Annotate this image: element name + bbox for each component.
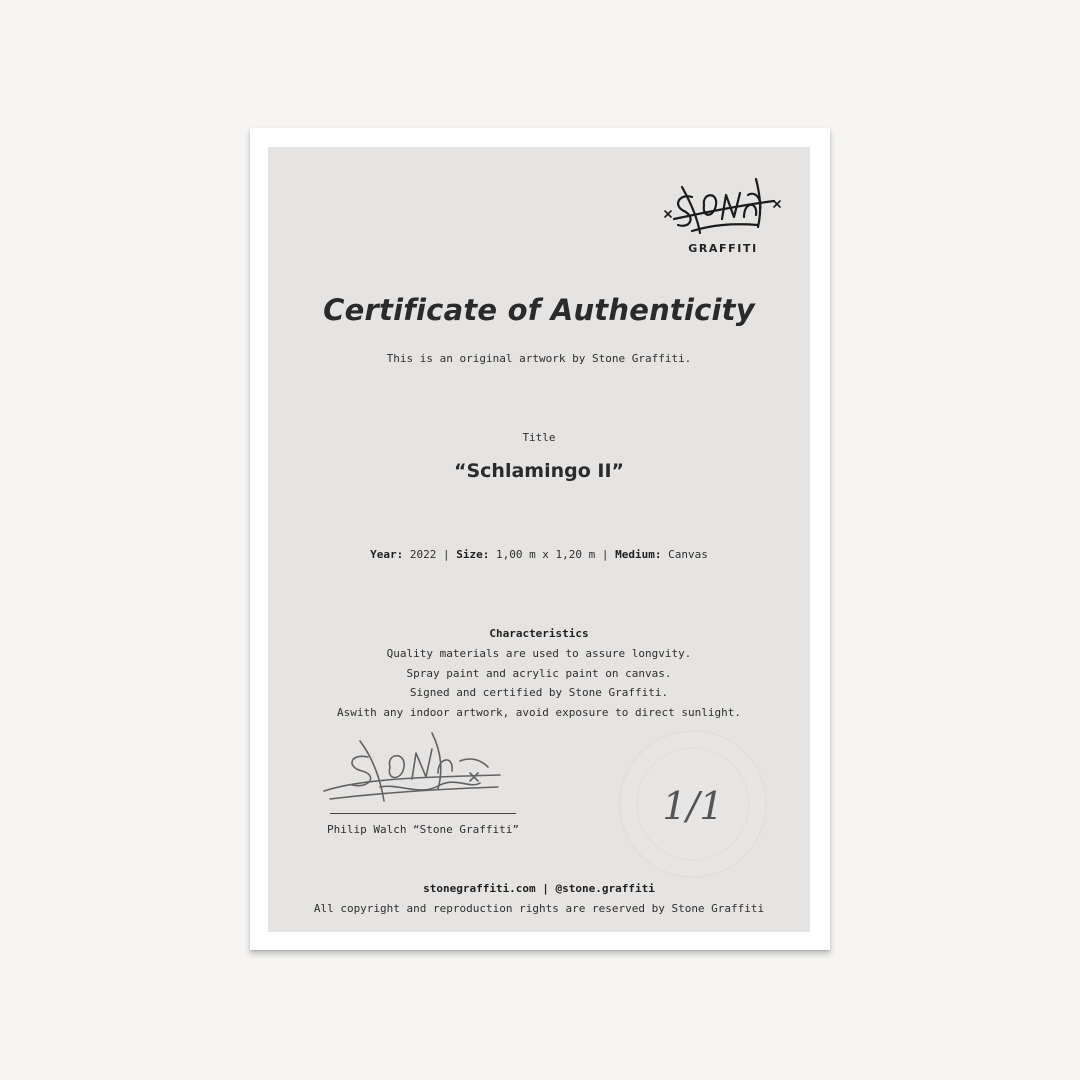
characteristics-line: Spray paint and acrylic paint on canvas. xyxy=(406,667,672,680)
details-separator: | xyxy=(442,548,450,561)
title-label: Title xyxy=(522,431,556,444)
certificate-heading: Certificate of Authenticity xyxy=(323,293,755,327)
signatory-name: Philip Walch “Stone Graffiti” xyxy=(326,823,520,836)
logo-tag-icon xyxy=(662,175,786,245)
size-label: Size: xyxy=(456,548,490,561)
certificate-paper xyxy=(250,128,830,950)
details-separator: | xyxy=(601,548,609,561)
footer-rights: All copyright and reproduction rights are reserved by Stone Graffiti xyxy=(313,902,765,915)
footer-links: stonegraffiti.com | @stone.graffiti xyxy=(423,882,655,895)
stone-graffiti-logo xyxy=(662,175,786,259)
intro-text: This is an original artwork by Stone Graffiti. xyxy=(386,352,692,365)
characteristics-line: Quality materials are used to assure longvity. xyxy=(386,647,692,660)
edition-stamp xyxy=(616,727,771,882)
signature-line xyxy=(330,813,516,814)
year-label: Year: xyxy=(370,548,404,561)
year-value: 2022 xyxy=(409,548,437,561)
artist-signature-icon xyxy=(320,727,520,817)
size-value: 1,00 m x 1,20 m xyxy=(495,548,596,561)
medium-label: Medium: xyxy=(615,548,662,561)
characteristics-heading: Characteristics xyxy=(489,627,589,640)
certificate-panel xyxy=(268,147,810,932)
artwork-details xyxy=(268,548,810,561)
characteristics-line: Aswith any indoor artwork, avoid exposure to direct sunlight. xyxy=(337,706,741,719)
artwork-title: “Schlamingo II” xyxy=(453,460,625,482)
medium-value: Canvas xyxy=(668,548,708,561)
edition-number: 1/1 xyxy=(662,784,724,828)
characteristics-line: Signed and certified by Stone Graffiti. xyxy=(409,686,669,699)
logo-wordmark: GRAFFITI xyxy=(688,242,758,255)
